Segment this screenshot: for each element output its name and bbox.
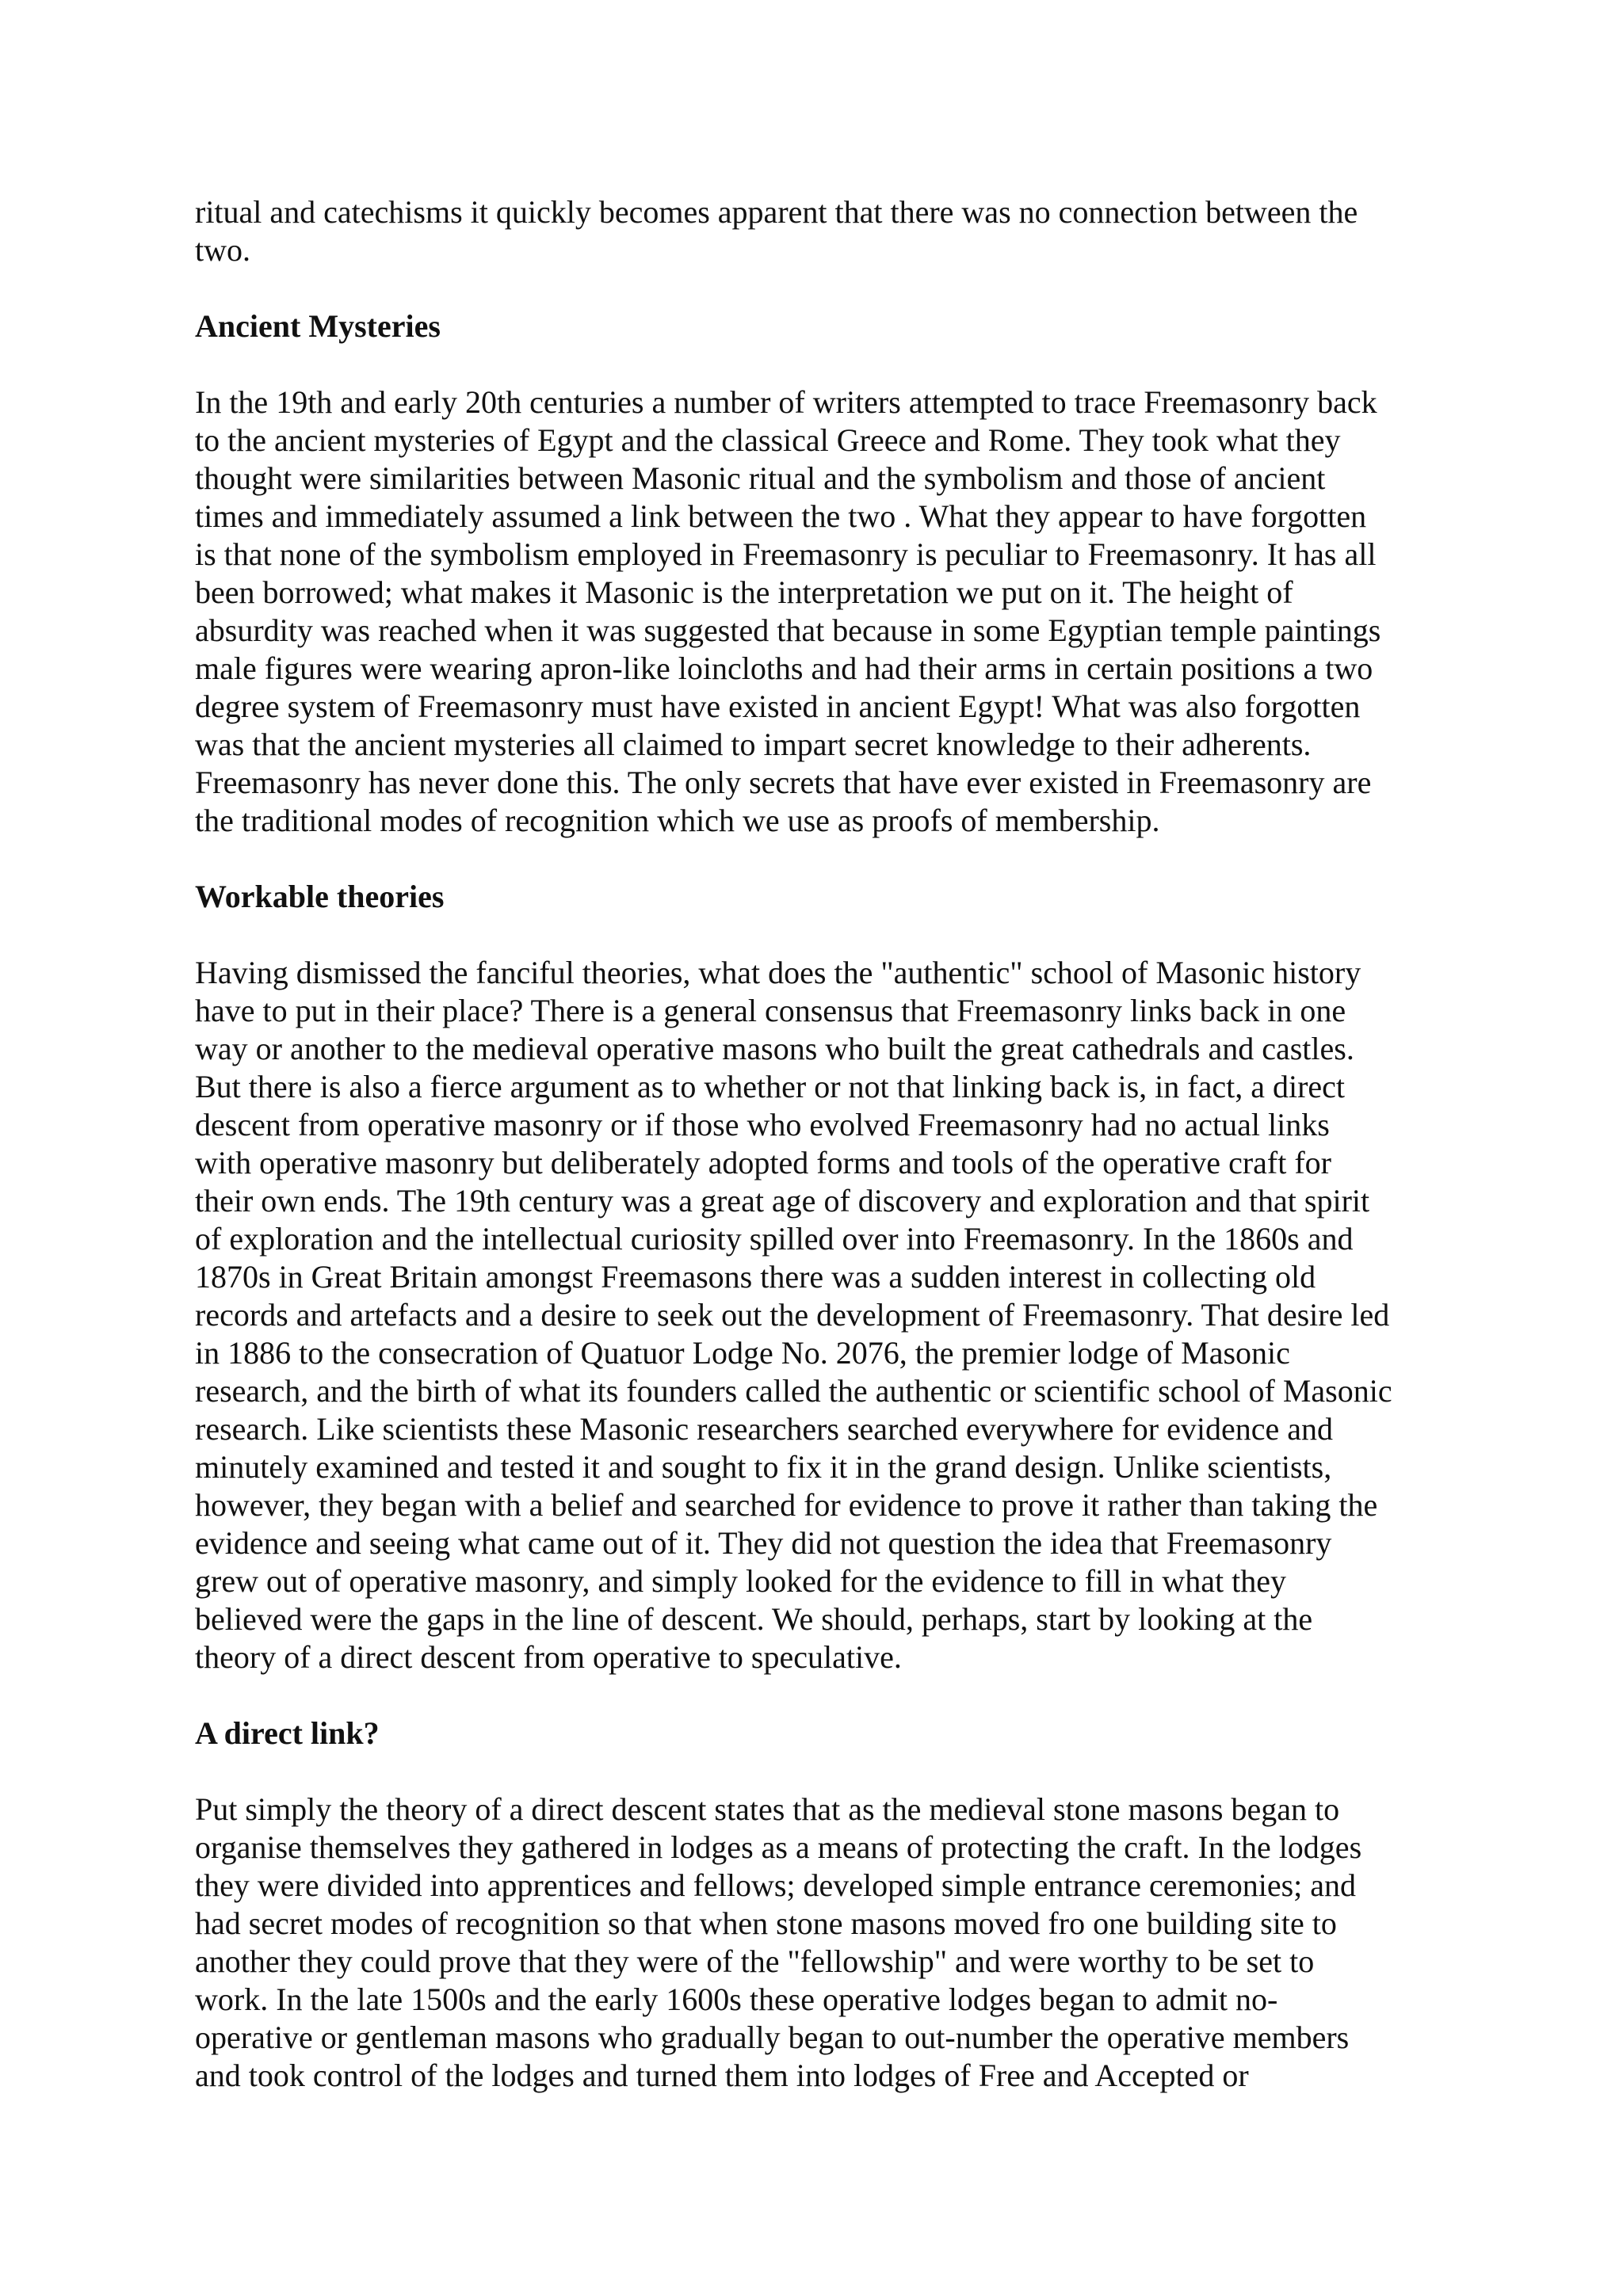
text-line: their own ends. The 19th century was a great age of discovery and exploration and that spirit	[195, 1183, 1370, 1219]
section-paragraph-ancient-mysteries	[195, 383, 1455, 840]
text-line: evidence and seeing what came out of it. They did not question the idea that Freemasonry	[195, 1525, 1332, 1561]
text-line: ritual and catechisms it quickly becomes apparent that there was no connection between the	[195, 194, 1358, 230]
text-line: of exploration and the intellectual curiosity spilled over into Freemasonry. In the 1860s and	[195, 1221, 1354, 1257]
text-line: grew out of operative masonry, and simply looked for the evidence to fill in what they	[195, 1563, 1287, 1599]
text-line: in 1886 to the consecration of Quatuor Lodge No. 2076, the premier lodge of Masonic	[195, 1335, 1290, 1371]
text-line: Freemasonry has never done this. The only secrets that have ever existed in Freemasonry are	[195, 765, 1372, 800]
text-line: Having dismissed the fanciful theories, what does the "authentic" school of Masonic history	[195, 955, 1361, 990]
text-line: believed were the gaps in the line of descent. We should, perhaps, start by looking at the	[195, 1601, 1313, 1637]
text-line: way or another to the medieval operative masons who built the great cathedrals and castles.	[195, 1031, 1354, 1066]
text-line: records and artefacts and a desire to seek out the development of Freemasonry. That desire led	[195, 1297, 1390, 1333]
section-paragraph-a-direct-link	[195, 1791, 1455, 2095]
intro-paragraph	[195, 193, 1455, 269]
text-line: had secret modes of recognition so that when stone masons moved fro one building site to	[195, 1905, 1337, 1941]
text-line: have to put in their place? There is a general consensus that Freemasonry links back in one	[195, 993, 1346, 1028]
section-heading-workable-theories: Workable theories	[195, 879, 445, 914]
text-line: with operative masonry but deliberately adopted forms and tools of the operative craft for	[195, 1145, 1331, 1180]
text-line: 1870s in Great Britain amongst Freemasons there was a sudden interest in collecting old	[195, 1259, 1316, 1295]
text-line: however, they began with a belief and searched for evidence to prove it rather than taking the	[195, 1487, 1378, 1523]
text-line: been borrowed; what makes it Masonic is the interpretation we put on it. The height of	[195, 574, 1293, 610]
text-line: But there is also a fierce argument as to whether or not that linking back is, in fact, a direct	[195, 1069, 1346, 1104]
text-line: absurdity was reached when it was suggested that because in some Egyptian temple paintings	[195, 612, 1381, 648]
text-line: they were divided into apprentices and fellows; developed simple entrance ceremonies; and	[195, 1867, 1357, 1903]
text-line: descent from operative masonry or if those who evolved Freemasonry had no actual links	[195, 1107, 1330, 1142]
text-line: In the 19th and early 20th centuries a number of writers attempted to trace Freemasonry back	[195, 384, 1377, 420]
text-line: minutely examined and tested it and sought to fix it in the grand design. Unlike scientists,	[195, 1449, 1332, 1485]
text-line: research. Like scientists these Masonic researchers searched everywhere for evidence and	[195, 1411, 1333, 1447]
text-line: organise themselves they gathered in lodges as a means of protecting the craft. In the lodges	[195, 1829, 1362, 1865]
section-paragraph-workable-theories	[195, 954, 1455, 1676]
text-line: is that none of the symbolism employed in Freemasonry is peculiar to Freemasonry. It has all	[195, 536, 1377, 572]
text-line: the traditional modes of recognition which we use as proofs of membership.	[195, 803, 1160, 838]
text-line: two.	[195, 232, 250, 268]
text-line: another they could prove that they were of the "fellowship" and were worthy to be set to	[195, 1943, 1315, 1979]
text-line: to the ancient mysteries of Egypt and the classical Greece and Rome. They took what they	[195, 422, 1341, 458]
section-heading-ancient-mysteries: Ancient Mysteries	[195, 308, 441, 344]
text-line: times and immediately assumed a link between the two . What they appear to have forgotten	[195, 498, 1367, 534]
text-line: work. In the late 1500s and the early 1600s these operative lodges began to admit no-	[195, 1981, 1278, 2017]
text-line: degree system of Freemasonry must have existed in ancient Egypt! What was also forgotten	[195, 688, 1361, 724]
text-line: theory of a direct descent from operative to speculative.	[195, 1639, 902, 1675]
section-heading-a-direct-link: A direct link?	[195, 1715, 380, 1751]
text-line: thought were similarities between Masonic ritual and the symbolism and those of ancient	[195, 460, 1326, 496]
text-line: Put simply the theory of a direct descent states that as the medieval stone masons began to	[195, 1791, 1340, 1827]
document-page	[195, 193, 1455, 2133]
text-line: was that the ancient mysteries all claimed to impart secret knowledge to their adherents.	[195, 727, 1312, 762]
text-line: research, and the birth of what its founders called the authentic or scientific school of Masonic	[195, 1373, 1392, 1409]
text-line: male figures were wearing apron-like loincloths and had their arms in certain positions a two	[195, 650, 1373, 686]
text-line: and took control of the lodges and turned them into lodges of Free and Accepted or	[195, 2058, 1249, 2093]
text-line: operative or gentleman masons who gradually began to out-number the operative members	[195, 2019, 1350, 2055]
